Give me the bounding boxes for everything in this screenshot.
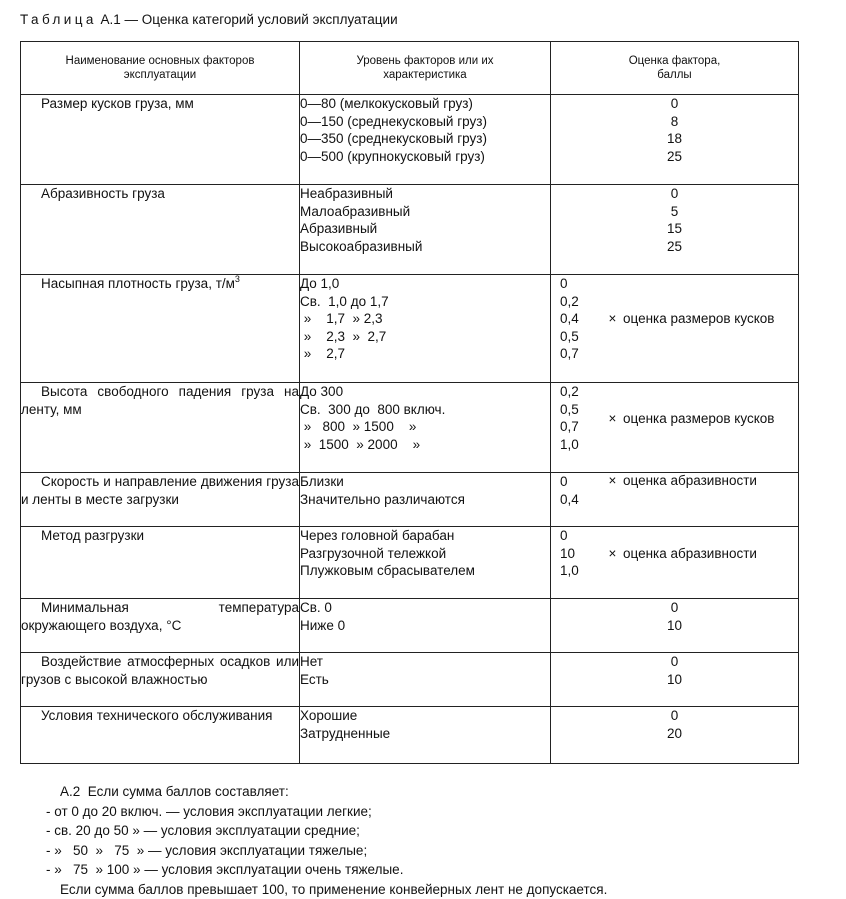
level-line: Через головной барабан bbox=[300, 528, 455, 543]
multiplier-factor: оценка размеров кусков bbox=[623, 410, 775, 426]
note-line: - » 50 » 75 » — условия эксплуатации тяжелые; bbox=[46, 842, 368, 858]
table-row bbox=[21, 383, 799, 473]
level-line: 0—350 (среднекусковый груз) bbox=[300, 131, 487, 146]
level-line: 0—150 (среднекусковый груз) bbox=[300, 113, 487, 129]
score-value: 0,7 bbox=[560, 346, 579, 361]
factor-level-cell bbox=[300, 275, 551, 383]
score-value: 0 bbox=[670, 708, 679, 723]
factor-score-cell bbox=[551, 473, 799, 527]
score-value: 0 bbox=[670, 654, 679, 669]
level-line: Плужковым сбрасывателем bbox=[300, 563, 475, 578]
factor-score-cell bbox=[551, 95, 799, 185]
score-value: 5 bbox=[670, 203, 679, 219]
level-line: » 2,3 » 2,7 bbox=[300, 328, 387, 344]
multiplier-factor: оценка абразивности bbox=[623, 545, 757, 561]
score-value: 0 bbox=[560, 474, 568, 489]
table-row bbox=[21, 599, 799, 653]
score-value: 0,5 bbox=[560, 328, 579, 344]
factor-level-cell bbox=[300, 185, 551, 275]
factor-score-cell bbox=[551, 707, 799, 764]
factor-level-cell bbox=[300, 383, 551, 473]
factor-name-cell bbox=[21, 275, 300, 383]
score-value: 1,0 bbox=[560, 563, 579, 578]
factor-name-cell bbox=[21, 707, 300, 764]
note-line: - » 75 » 100 » — условия эксплуатации очень тяжелые. bbox=[46, 862, 404, 877]
factor-level-cell bbox=[300, 653, 551, 707]
score-value: 0 bbox=[670, 600, 679, 615]
factor-level-cell bbox=[300, 707, 551, 764]
factor-name: Условия технического обслуживания bbox=[41, 708, 273, 723]
factor-level-cell bbox=[300, 599, 551, 653]
factor-name-cell bbox=[21, 599, 300, 653]
header-score: Оценка фактора, баллы bbox=[551, 42, 799, 95]
table-row bbox=[21, 653, 799, 707]
factor-name: Абразивность груза bbox=[41, 186, 165, 201]
level-line: » 2,7 bbox=[300, 346, 346, 361]
conditions-table bbox=[20, 41, 799, 764]
multiply-sign: × bbox=[608, 410, 617, 426]
score-value: 10 bbox=[666, 671, 683, 687]
score-value: 0,7 bbox=[560, 419, 579, 434]
factor-name-cell bbox=[21, 527, 300, 599]
factor-score-cell bbox=[551, 527, 799, 599]
level-line: Ниже 0 bbox=[300, 617, 346, 633]
caption-label: Таблица bbox=[20, 12, 97, 27]
multiplier-factor: оценка размеров кусков bbox=[623, 311, 775, 327]
factor-score-cell bbox=[551, 275, 799, 383]
factor-name: Размер кусков груза, мм bbox=[41, 96, 194, 111]
table-row bbox=[21, 527, 799, 599]
level-line: До 300 bbox=[300, 384, 344, 399]
level-line: Значительно различаются bbox=[300, 491, 465, 507]
factor-name-cell bbox=[21, 95, 300, 185]
table-row bbox=[21, 95, 799, 185]
score-value: 8 bbox=[670, 113, 679, 129]
level-line: Абразивный bbox=[300, 221, 378, 236]
score-value: 1,0 bbox=[560, 436, 579, 452]
factor-name-cell bbox=[21, 185, 300, 275]
note-line: - св. 20 до 50 » — условия эксплуатации средние; bbox=[46, 823, 360, 838]
multiply-sign: × bbox=[608, 473, 617, 488]
level-line: Нет bbox=[300, 654, 323, 669]
table-row bbox=[21, 707, 799, 764]
factor-name-cell bbox=[21, 653, 300, 707]
level-line: » 1,7 » 2,3 bbox=[300, 311, 383, 326]
score-value: 18 bbox=[666, 131, 683, 146]
score-value: 0 bbox=[560, 528, 568, 543]
factor-name: Насыпная плотность груза, т/м bbox=[41, 276, 235, 291]
score-value: 25 bbox=[666, 238, 683, 254]
factor-score-cell bbox=[551, 383, 799, 473]
multiplier-factor: оценка абразивности bbox=[623, 473, 757, 488]
level-line: Малоабразивный bbox=[300, 203, 411, 219]
level-line: 0—500 (крупнокусковый груз) bbox=[300, 148, 485, 164]
score-value: 0 bbox=[670, 96, 679, 111]
factor-score-cell bbox=[551, 653, 799, 707]
table-row bbox=[21, 473, 799, 527]
factor-name: Минимальная температура окружающего воздуха, °С bbox=[21, 600, 299, 633]
level-line: Св. 0 bbox=[300, 600, 332, 615]
unit-superscript: 3 bbox=[234, 274, 240, 284]
level-line: До 1,0 bbox=[300, 276, 340, 291]
caption-text: А.1 — Оценка категорий условий эксплуатации bbox=[96, 12, 398, 27]
score-value: 0,4 bbox=[560, 311, 579, 326]
table-row bbox=[21, 275, 799, 383]
factor-level-cell bbox=[300, 473, 551, 527]
level-line: Близки bbox=[300, 474, 344, 489]
level-line: Затрудненные bbox=[300, 725, 391, 741]
multiply-sign: × bbox=[608, 311, 617, 327]
note-line: Если сумма баллов превышает 100, то применение конвейерных лент не допускается. bbox=[60, 881, 608, 897]
factor-name: Метод разгрузки bbox=[41, 528, 145, 543]
factor-score-cell bbox=[551, 185, 799, 275]
score-value: 15 bbox=[666, 221, 683, 236]
factor-name-cell bbox=[21, 473, 300, 527]
score-value: 25 bbox=[666, 148, 683, 164]
header-factor: Наименование основных факторов эксплуатации bbox=[21, 42, 300, 95]
score-value: 0,2 bbox=[560, 384, 579, 399]
factor-name-cell bbox=[21, 383, 300, 473]
level-line: Высокоабразивный bbox=[300, 238, 423, 254]
level-line: Св. 1,0 до 1,7 bbox=[300, 293, 389, 309]
score-value: 10 bbox=[666, 617, 683, 633]
level-line: Есть bbox=[300, 671, 329, 687]
level-line: Хорошие bbox=[300, 708, 358, 723]
header-row bbox=[21, 42, 799, 95]
level-line: Неабразивный bbox=[300, 186, 393, 201]
level-line: Св. 300 до 800 включ. bbox=[300, 401, 446, 417]
score-value: 0 bbox=[670, 186, 679, 201]
score-value: 0 bbox=[560, 276, 568, 291]
score-value: 0,5 bbox=[560, 401, 579, 417]
score-value: 0,4 bbox=[560, 491, 579, 507]
level-line: » 800 » 1500 » bbox=[300, 419, 417, 434]
score-value: 0,2 bbox=[560, 293, 579, 309]
factor-score-cell bbox=[551, 599, 799, 653]
notes-block bbox=[46, 782, 608, 899]
factor-level-cell bbox=[300, 95, 551, 185]
table-row bbox=[21, 185, 799, 275]
factor-name: Воздействие атмосферных осадков или грузов с высокой влажностью bbox=[21, 654, 299, 687]
factor-name: Скорость и направление движения груза и ленты в месте загрузки bbox=[21, 474, 299, 507]
table-caption bbox=[20, 12, 398, 27]
level-line: » 1500 » 2000 » bbox=[300, 436, 421, 452]
score-value: 20 bbox=[666, 725, 683, 741]
factor-level-cell bbox=[300, 527, 551, 599]
level-line: Разгрузочной тележкой bbox=[300, 545, 447, 561]
score-value: 10 bbox=[560, 545, 576, 561]
level-line: 0—80 (мелкокусковый груз) bbox=[300, 96, 473, 111]
header-level: Уровень факторов или их характеристика bbox=[300, 42, 551, 95]
factor-name: Высота свободного падения груза на ленту, мм bbox=[21, 384, 299, 417]
note-line: - от 0 до 20 включ. — условия эксплуатации легкие; bbox=[46, 803, 372, 819]
note-heading: А.2 Если сумма баллов составляет: bbox=[60, 784, 289, 799]
multiply-sign: × bbox=[608, 545, 617, 561]
